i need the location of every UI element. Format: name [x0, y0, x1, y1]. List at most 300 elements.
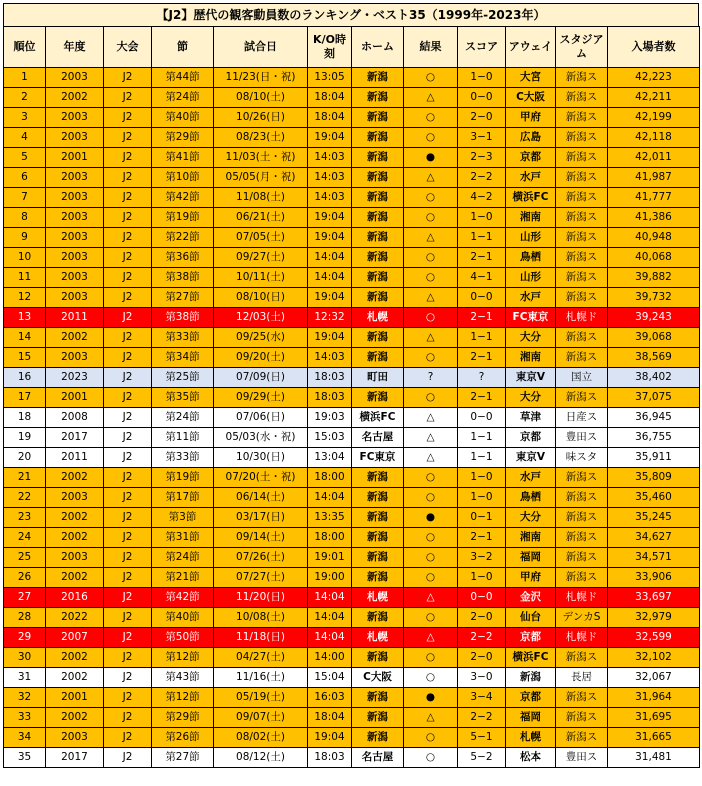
cell-home: 新潟 — [352, 128, 404, 148]
header-year: 年度 — [46, 27, 104, 68]
cell-score: 2−1 — [458, 248, 506, 268]
cell-competition: J2 — [104, 368, 152, 388]
cell-competition: J2 — [104, 388, 152, 408]
cell-result: ○ — [404, 648, 458, 668]
cell-attendance: 41,386 — [608, 208, 700, 228]
cell-match-date: 07/05(土) — [214, 228, 308, 248]
cell-section: 第27節 — [152, 288, 214, 308]
cell-home: 札幌 — [352, 628, 404, 648]
cell-home: 新潟 — [352, 508, 404, 528]
attendance-ranking-table — [3, 26, 700, 768]
cell-stadium: デンカS — [556, 608, 608, 628]
cell-kickoff: 14:04 — [308, 268, 352, 288]
cell-kickoff: 19:01 — [308, 548, 352, 568]
cell-stadium: 札幌ド — [556, 628, 608, 648]
cell-year: 2002 — [46, 88, 104, 108]
cell-attendance: 34,627 — [608, 528, 700, 548]
cell-result: ○ — [404, 348, 458, 368]
cell-score: 1−0 — [458, 568, 506, 588]
cell-stadium: 新潟ス — [556, 728, 608, 748]
cell-match-date: 11/18(日) — [214, 628, 308, 648]
cell-year: 2023 — [46, 368, 104, 388]
cell-home: 新潟 — [352, 468, 404, 488]
cell-attendance: 32,979 — [608, 608, 700, 628]
cell-result: △ — [404, 168, 458, 188]
cell-stadium: 新潟ス — [556, 348, 608, 368]
header-home: ホーム — [352, 27, 404, 68]
cell-result: ○ — [404, 568, 458, 588]
cell-away: 大宮 — [506, 68, 556, 88]
cell-year: 2003 — [46, 548, 104, 568]
table-row — [4, 548, 700, 568]
cell-competition: J2 — [104, 168, 152, 188]
cell-home: 新潟 — [352, 708, 404, 728]
cell-attendance: 39,068 — [608, 328, 700, 348]
cell-attendance: 35,245 — [608, 508, 700, 528]
cell-score: 0−0 — [458, 88, 506, 108]
cell-score: 2−1 — [458, 308, 506, 328]
cell-home: 新潟 — [352, 108, 404, 128]
cell-result: △ — [404, 288, 458, 308]
cell-stadium: 新潟ス — [556, 88, 608, 108]
cell-kickoff: 15:04 — [308, 668, 352, 688]
cell-section: 第12節 — [152, 648, 214, 668]
cell-result: ○ — [404, 528, 458, 548]
cell-match-date: 08/10(土) — [214, 88, 308, 108]
cell-stadium: 新潟ス — [556, 268, 608, 288]
cell-match-date: 11/20(日) — [214, 588, 308, 608]
cell-competition: J2 — [104, 628, 152, 648]
cell-match-date: 08/12(土) — [214, 748, 308, 768]
cell-score: 2−1 — [458, 388, 506, 408]
cell-section: 第25節 — [152, 368, 214, 388]
cell-rank: 10 — [4, 248, 46, 268]
cell-score: 1−0 — [458, 488, 506, 508]
cell-score: 0−0 — [458, 408, 506, 428]
cell-kickoff: 19:04 — [308, 288, 352, 308]
cell-result: △ — [404, 428, 458, 448]
cell-competition: J2 — [104, 108, 152, 128]
cell-stadium: 新潟ス — [556, 248, 608, 268]
table-row — [4, 208, 700, 228]
table-row — [4, 528, 700, 548]
cell-away: 福岡 — [506, 708, 556, 728]
cell-match-date: 10/08(土) — [214, 608, 308, 628]
cell-competition: J2 — [104, 148, 152, 168]
cell-home: 新潟 — [352, 728, 404, 748]
cell-score: 2−2 — [458, 628, 506, 648]
cell-away: 東京V — [506, 448, 556, 468]
cell-home: 札幌 — [352, 588, 404, 608]
cell-attendance: 32,102 — [608, 648, 700, 668]
cell-rank: 4 — [4, 128, 46, 148]
table-title: 【J2】歴代の観客動員数のランキング・ベスト35（1999年-2023年） — [3, 3, 699, 26]
cell-result: ○ — [404, 128, 458, 148]
cell-away: 東京V — [506, 368, 556, 388]
cell-competition: J2 — [104, 328, 152, 348]
cell-attendance: 35,809 — [608, 468, 700, 488]
cell-section: 第27節 — [152, 748, 214, 768]
cell-away: 広島 — [506, 128, 556, 148]
cell-away: 福岡 — [506, 548, 556, 568]
cell-year: 2017 — [46, 748, 104, 768]
cell-away: 湘南 — [506, 528, 556, 548]
cell-result: ○ — [404, 488, 458, 508]
cell-match-date: 06/14(土) — [214, 488, 308, 508]
cell-stadium: 国立 — [556, 368, 608, 388]
cell-attendance: 40,068 — [608, 248, 700, 268]
table-row — [4, 668, 700, 688]
cell-attendance: 32,067 — [608, 668, 700, 688]
cell-competition: J2 — [104, 508, 152, 528]
cell-score: 0−1 — [458, 508, 506, 528]
cell-rank: 7 — [4, 188, 46, 208]
cell-attendance: 40,948 — [608, 228, 700, 248]
cell-home: 新潟 — [352, 208, 404, 228]
cell-home: 新潟 — [352, 328, 404, 348]
cell-away: 山形 — [506, 268, 556, 288]
table-row — [4, 708, 700, 728]
header-kickoff: K/O時刻 — [308, 27, 352, 68]
cell-section: 第19節 — [152, 468, 214, 488]
cell-result: ? — [404, 368, 458, 388]
cell-away: 京都 — [506, 688, 556, 708]
cell-match-date: 05/19(土) — [214, 688, 308, 708]
cell-rank: 11 — [4, 268, 46, 288]
cell-score: 1−1 — [458, 448, 506, 468]
cell-result: △ — [404, 628, 458, 648]
cell-section: 第29節 — [152, 708, 214, 728]
cell-section: 第21節 — [152, 568, 214, 588]
header-result: 結果 — [404, 27, 458, 68]
cell-rank: 31 — [4, 668, 46, 688]
cell-kickoff: 14:03 — [308, 348, 352, 368]
table-row — [4, 248, 700, 268]
cell-rank: 29 — [4, 628, 46, 648]
cell-match-date: 07/20(土・祝) — [214, 468, 308, 488]
cell-competition: J2 — [104, 88, 152, 108]
cell-away: 湘南 — [506, 348, 556, 368]
cell-score: 0−0 — [458, 288, 506, 308]
cell-year: 2003 — [46, 128, 104, 148]
cell-attendance: 39,882 — [608, 268, 700, 288]
cell-section: 第17節 — [152, 488, 214, 508]
cell-score: 3−2 — [458, 548, 506, 568]
cell-stadium: 豊田ス — [556, 428, 608, 448]
cell-kickoff: 18:03 — [308, 748, 352, 768]
table-row — [4, 608, 700, 628]
cell-match-date: 08/02(土) — [214, 728, 308, 748]
cell-stadium: 新潟ス — [556, 168, 608, 188]
cell-score: 2−1 — [458, 348, 506, 368]
table-row — [4, 228, 700, 248]
cell-result: ○ — [404, 728, 458, 748]
table-row — [4, 588, 700, 608]
cell-stadium: 新潟ス — [556, 388, 608, 408]
cell-match-date: 10/11(土) — [214, 268, 308, 288]
cell-rank: 3 — [4, 108, 46, 128]
table-row — [4, 168, 700, 188]
cell-home: 新潟 — [352, 168, 404, 188]
cell-match-date: 09/07(土) — [214, 708, 308, 728]
cell-rank: 32 — [4, 688, 46, 708]
cell-kickoff: 19:00 — [308, 568, 352, 588]
cell-section: 第42節 — [152, 188, 214, 208]
cell-attendance: 41,777 — [608, 188, 700, 208]
cell-attendance: 38,402 — [608, 368, 700, 388]
cell-match-date: 07/27(土) — [214, 568, 308, 588]
cell-year: 2003 — [46, 348, 104, 368]
cell-match-date: 04/27(土) — [214, 648, 308, 668]
cell-match-date: 05/05(月・祝) — [214, 168, 308, 188]
cell-stadium: 新潟ス — [556, 508, 608, 528]
cell-result: ○ — [404, 668, 458, 688]
cell-year: 2002 — [46, 568, 104, 588]
cell-match-date: 09/14(土) — [214, 528, 308, 548]
header-competition: 大会 — [104, 27, 152, 68]
cell-result: ○ — [404, 468, 458, 488]
cell-away: FC東京 — [506, 308, 556, 328]
cell-home: 新潟 — [352, 388, 404, 408]
cell-match-date: 11/23(日・祝) — [214, 68, 308, 88]
cell-competition: J2 — [104, 568, 152, 588]
cell-stadium: 新潟ス — [556, 228, 608, 248]
cell-match-date: 09/29(土) — [214, 388, 308, 408]
cell-stadium: 新潟ス — [556, 128, 608, 148]
cell-result: ○ — [404, 248, 458, 268]
cell-year: 2022 — [46, 608, 104, 628]
cell-rank: 1 — [4, 68, 46, 88]
cell-kickoff: 16:03 — [308, 688, 352, 708]
cell-away: 山形 — [506, 228, 556, 248]
cell-stadium: 新潟ス — [556, 288, 608, 308]
cell-match-date: 10/30(日) — [214, 448, 308, 468]
table-row — [4, 488, 700, 508]
cell-result: △ — [404, 448, 458, 468]
cell-score: 2−0 — [458, 608, 506, 628]
cell-stadium: 新潟ス — [556, 148, 608, 168]
cell-result: ○ — [404, 68, 458, 88]
cell-score: 1−0 — [458, 468, 506, 488]
cell-attendance: 42,011 — [608, 148, 700, 168]
cell-stadium: 新潟ス — [556, 208, 608, 228]
cell-section: 第33節 — [152, 328, 214, 348]
cell-rank: 16 — [4, 368, 46, 388]
cell-stadium: 新潟ス — [556, 328, 608, 348]
cell-competition: J2 — [104, 128, 152, 148]
cell-away: 草津 — [506, 408, 556, 428]
cell-result: ○ — [404, 108, 458, 128]
table-row — [4, 268, 700, 288]
cell-year: 2017 — [46, 428, 104, 448]
cell-score: 1−0 — [458, 68, 506, 88]
cell-home: 新潟 — [352, 288, 404, 308]
table-row — [4, 448, 700, 468]
cell-competition: J2 — [104, 448, 152, 468]
table-row — [4, 288, 700, 308]
cell-match-date: 07/26(土) — [214, 548, 308, 568]
cell-match-date: 11/08(土) — [214, 188, 308, 208]
cell-competition: J2 — [104, 708, 152, 728]
cell-away: 甲府 — [506, 568, 556, 588]
cell-rank: 19 — [4, 428, 46, 448]
table-row — [4, 748, 700, 768]
cell-competition: J2 — [104, 408, 152, 428]
table-row — [4, 148, 700, 168]
cell-match-date: 11/03(土・祝) — [214, 148, 308, 168]
cell-section: 第40節 — [152, 608, 214, 628]
cell-home: 名古屋 — [352, 428, 404, 448]
table-row — [4, 88, 700, 108]
cell-result: ○ — [404, 208, 458, 228]
ranking-document — [3, 3, 699, 768]
cell-section: 第40節 — [152, 108, 214, 128]
table-row — [4, 68, 700, 88]
cell-attendance: 31,665 — [608, 728, 700, 748]
cell-competition: J2 — [104, 288, 152, 308]
cell-kickoff: 18:03 — [308, 368, 352, 388]
cell-section: 第35節 — [152, 388, 214, 408]
cell-rank: 30 — [4, 648, 46, 668]
cell-match-date: 11/16(土) — [214, 668, 308, 688]
cell-home: 新潟 — [352, 88, 404, 108]
cell-result: ○ — [404, 608, 458, 628]
cell-attendance: 33,697 — [608, 588, 700, 608]
cell-year: 2011 — [46, 448, 104, 468]
cell-away: 新潟 — [506, 668, 556, 688]
cell-attendance: 35,911 — [608, 448, 700, 468]
header-stadium: スタジアム — [556, 27, 608, 68]
cell-away: 京都 — [506, 428, 556, 448]
cell-result: ○ — [404, 268, 458, 288]
cell-section: 第11節 — [152, 428, 214, 448]
cell-score: 1−0 — [458, 208, 506, 228]
cell-score: 4−2 — [458, 188, 506, 208]
table-row — [4, 188, 700, 208]
cell-competition: J2 — [104, 308, 152, 328]
cell-result: △ — [404, 588, 458, 608]
cell-result: ● — [404, 688, 458, 708]
table-row — [4, 428, 700, 448]
cell-section: 第36節 — [152, 248, 214, 268]
cell-kickoff: 13:05 — [308, 68, 352, 88]
header-section: 節 — [152, 27, 214, 68]
cell-competition: J2 — [104, 188, 152, 208]
cell-kickoff: 19:04 — [308, 728, 352, 748]
cell-home: FC東京 — [352, 448, 404, 468]
cell-attendance: 31,481 — [608, 748, 700, 768]
cell-stadium: 豊田ス — [556, 748, 608, 768]
cell-section: 第19節 — [152, 208, 214, 228]
cell-kickoff: 18:04 — [308, 88, 352, 108]
cell-score: 1−1 — [458, 428, 506, 448]
cell-stadium: 新潟ス — [556, 108, 608, 128]
cell-match-date: 06/21(土) — [214, 208, 308, 228]
cell-away: 鳥栖 — [506, 488, 556, 508]
cell-rank: 17 — [4, 388, 46, 408]
table-row — [4, 648, 700, 668]
cell-home: 新潟 — [352, 528, 404, 548]
table-row — [4, 468, 700, 488]
cell-away: 金沢 — [506, 588, 556, 608]
cell-score: 3−0 — [458, 668, 506, 688]
cell-away: 松本 — [506, 748, 556, 768]
cell-attendance: 31,964 — [608, 688, 700, 708]
cell-section: 第38節 — [152, 308, 214, 328]
cell-rank: 5 — [4, 148, 46, 168]
cell-competition: J2 — [104, 428, 152, 448]
cell-section: 第22節 — [152, 228, 214, 248]
cell-stadium: 新潟ス — [556, 548, 608, 568]
cell-year: 2003 — [46, 68, 104, 88]
cell-result: △ — [404, 88, 458, 108]
cell-home: 新潟 — [352, 268, 404, 288]
cell-kickoff: 14:03 — [308, 188, 352, 208]
cell-score: 1−1 — [458, 228, 506, 248]
cell-year: 2003 — [46, 488, 104, 508]
cell-kickoff: 14:04 — [308, 588, 352, 608]
cell-home: 新潟 — [352, 688, 404, 708]
cell-home: 新潟 — [352, 148, 404, 168]
cell-match-date: 09/27(土) — [214, 248, 308, 268]
cell-competition: J2 — [104, 728, 152, 748]
cell-section: 第26節 — [152, 728, 214, 748]
cell-year: 2003 — [46, 248, 104, 268]
cell-stadium: 新潟ス — [556, 648, 608, 668]
cell-match-date: 03/17(日) — [214, 508, 308, 528]
cell-kickoff: 19:03 — [308, 408, 352, 428]
cell-match-date: 07/09(日) — [214, 368, 308, 388]
cell-result: △ — [404, 328, 458, 348]
cell-year: 2003 — [46, 728, 104, 748]
cell-competition: J2 — [104, 528, 152, 548]
cell-home: 新潟 — [352, 548, 404, 568]
cell-year: 2008 — [46, 408, 104, 428]
cell-result: △ — [404, 708, 458, 728]
header-rank: 順位 — [4, 27, 46, 68]
cell-score: 3−4 — [458, 688, 506, 708]
cell-attendance: 36,945 — [608, 408, 700, 428]
cell-kickoff: 14:04 — [308, 628, 352, 648]
cell-rank: 14 — [4, 328, 46, 348]
cell-home: 新潟 — [352, 228, 404, 248]
cell-result: ● — [404, 148, 458, 168]
cell-stadium: 長居 — [556, 668, 608, 688]
cell-away: C大阪 — [506, 88, 556, 108]
cell-kickoff: 12:32 — [308, 308, 352, 328]
cell-year: 2003 — [46, 288, 104, 308]
cell-competition: J2 — [104, 548, 152, 568]
cell-rank: 34 — [4, 728, 46, 748]
cell-attendance: 42,223 — [608, 68, 700, 88]
cell-rank: 28 — [4, 608, 46, 628]
cell-home: 札幌 — [352, 308, 404, 328]
cell-away: 甲府 — [506, 108, 556, 128]
cell-score: 2−3 — [458, 148, 506, 168]
cell-rank: 21 — [4, 468, 46, 488]
cell-score: 3−1 — [458, 128, 506, 148]
cell-section: 第50節 — [152, 628, 214, 648]
cell-score: 2−2 — [458, 168, 506, 188]
cell-section: 第24節 — [152, 88, 214, 108]
cell-section: 第24節 — [152, 548, 214, 568]
cell-year: 2003 — [46, 208, 104, 228]
cell-competition: J2 — [104, 208, 152, 228]
cell-home: 町田 — [352, 368, 404, 388]
cell-section: 第10節 — [152, 168, 214, 188]
cell-kickoff: 15:03 — [308, 428, 352, 448]
cell-rank: 25 — [4, 548, 46, 568]
